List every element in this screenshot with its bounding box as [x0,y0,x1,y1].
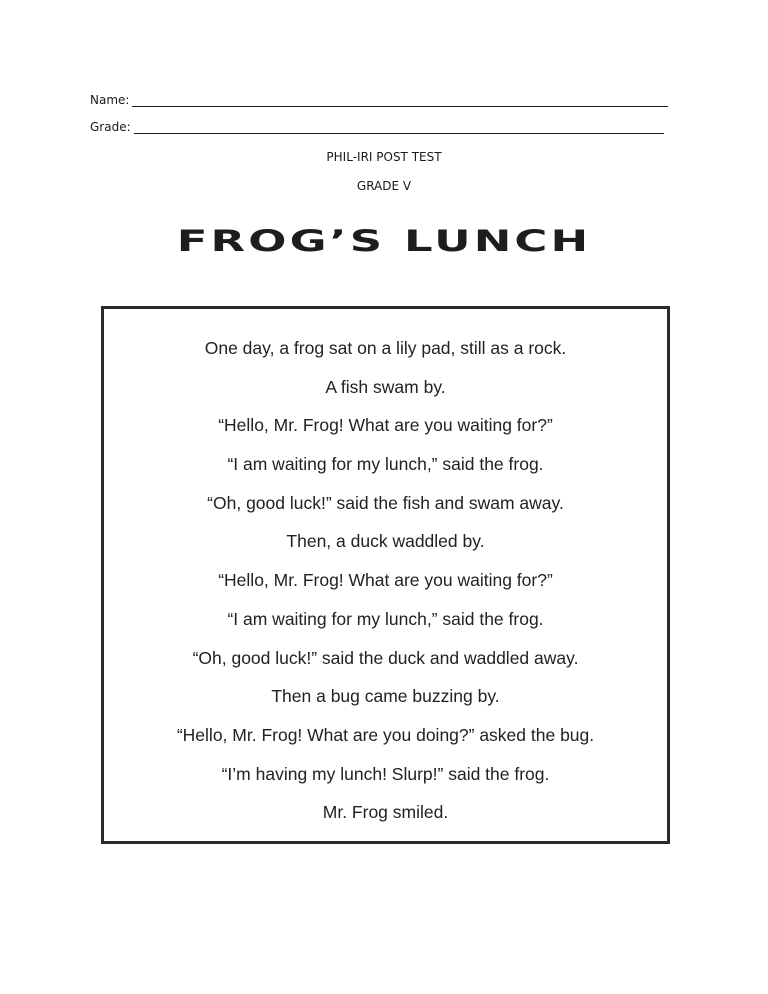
test-title: PHIL-IRI POST TEST [326,150,442,164]
story-line: Then, a duck waddled by. [286,531,485,552]
story-line: “I’m having my lunch! Slurp!” said the frog. [221,763,550,784]
story-line: “Hello, Mr. Frog! What are you waiting for?” [218,570,553,591]
story-line: Then a bug came buzzing by. [271,686,500,707]
story-line: One day, a frog sat on a lily pad, still as a rock. [204,338,567,358]
story-line: Mr. Frog smiled. [322,802,449,823]
story-line: “I am waiting for my lunch,” said the frog. [227,454,544,475]
story-line: “I am waiting for my lunch,” said the frog. [227,608,544,629]
grade-blank-line[interactable] [134,121,664,134]
name-blank-line[interactable] [132,94,668,107]
grade-label: Grade: [90,120,131,134]
grade-field[interactable] [90,120,664,134]
story-line: “Hello, Mr. Frog! What are you waiting for?” [218,415,553,436]
story-line: “Hello, Mr. Frog! What are you doing?” asked the bug. [176,724,595,745]
story-line: A fish swam by. [325,376,446,397]
name-label: Name: [90,93,130,107]
story-line: “Oh, good luck!” said the duck and waddled away. [192,647,579,668]
story-box [101,306,670,844]
grade-level: GRADE V [356,179,412,193]
story-title: FROG’S LUNCH [176,224,592,258]
name-field[interactable] [90,93,668,107]
story-line: “Oh, good luck!” said the fish and swam away. [207,492,564,513]
